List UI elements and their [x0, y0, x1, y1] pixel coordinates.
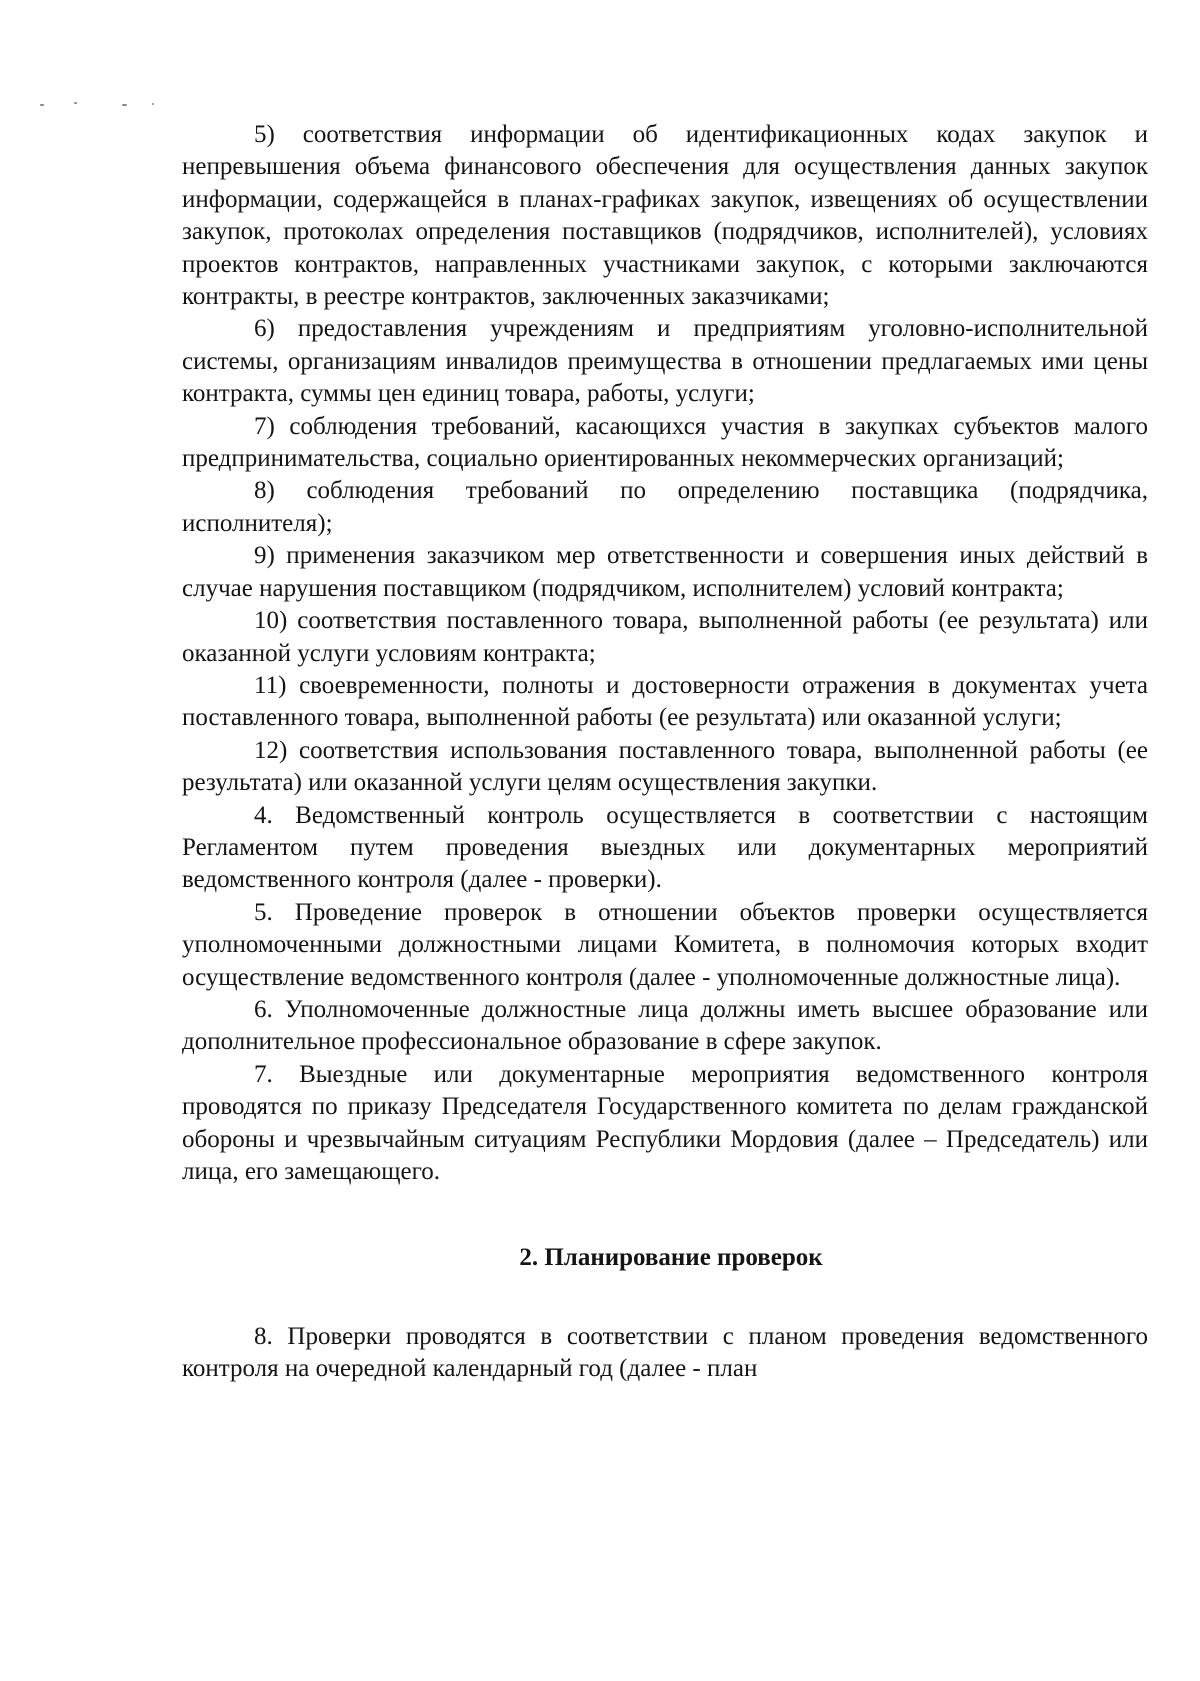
paragraph-clause-5: 5. Проведение проверок в отношении объектов проверки осуществляется уполномоченными должностными лицами Комитета, в полномочия которых входит осуществление ведомственного контроля (далее - уполномоченные должностные лица). — [182, 898, 1148, 991]
scan-speck — [74, 102, 77, 104]
scan-speck — [40, 104, 44, 106]
paragraph-clause-8: 8. Проверки проводятся в соответствии с планом проведения ведомственного контроля на очередной календарный год (далее - план — [182, 1322, 1148, 1383]
scan-artifact — [40, 102, 180, 108]
document-body — [182, 119, 1148, 1386]
paragraph-item-6: 6) предоставления учреждениям и предприятиям уголовно-исполнительной системы, организациям инвалидов преимущества в отношении предлагаемых ими цены контракта, суммы цен единиц товара, работы, услуги; — [182, 315, 1148, 408]
paragraph-clause-7: 7. Выездные или документарные мероприятия ведомственного контроля проводятся по приказу Председателя Государственного комитета по делам гражданской обороны и чрезвычайным ситуациям Республики Мордовия (далее – Председатель) или лица, его замещающего. — [182, 1060, 1148, 1185]
paragraph-item-5: 5) соответствия информации об идентификационных кодах закупок и непревышения объема финансового обеспечения для осуществления данных закупок информации, содержащейся в планах-графиках закупок, извещениях об осуществлении закупок, протоколах определения поставщиков (подрядчиков, исполнителей), условиях проектов контрактов, направленных участниками закупок, с которыми заключаются контракты, в реестре контрактов, заключенных заказчиками; — [182, 121, 1148, 311]
scan-speck — [122, 104, 127, 106]
paragraph-item-9: 9) применения заказчиком мер ответственности и совершения иных действий в случае нарушения поставщиком (подрядчиком, исполнителем) условий контракта; — [182, 542, 1148, 602]
paragraph-item-12: 12) соответствия использования поставленного товара, выполненной работы (ее результата) или оказанной услуги целям осуществления закупки. — [182, 736, 1148, 797]
paragraph-item-8: 8) соблюдения требований по определению поставщика (подрядчика, исполнителя); — [182, 477, 1148, 537]
paragraph-item-10: 10) соответствия поставленного товара, выполненной работы (ее результата) или оказанной услуги условиям контракта; — [182, 607, 1148, 667]
section-heading: 2. Планирование проверок — [519, 1244, 823, 1272]
paragraph-clause-6: 6. Уполномоченные должностные лица должны иметь высшее образование или дополнительное профессиональное образование в сфере закупок. — [182, 995, 1148, 1056]
paragraph-clause-4: 4. Ведомственный контроль осуществляется в соответствии с настоящим Регламентом путем проведения выездных или документарных мероприятий ведомственного контроля (далее - проверки). — [182, 801, 1148, 894]
scan-speck — [152, 103, 154, 105]
paragraph-item-7: 7) соблюдения требований, касающихся участия в закупках субъектов малого предпринимательства, социально ориентированных некоммерческих организаций; — [182, 412, 1148, 473]
paragraph-item-11: 11) своевременности, полноты и достоверности отражения в документах учета поставленного товара, выполненной работы (ее результата) или оказанной услуги; — [182, 671, 1148, 732]
